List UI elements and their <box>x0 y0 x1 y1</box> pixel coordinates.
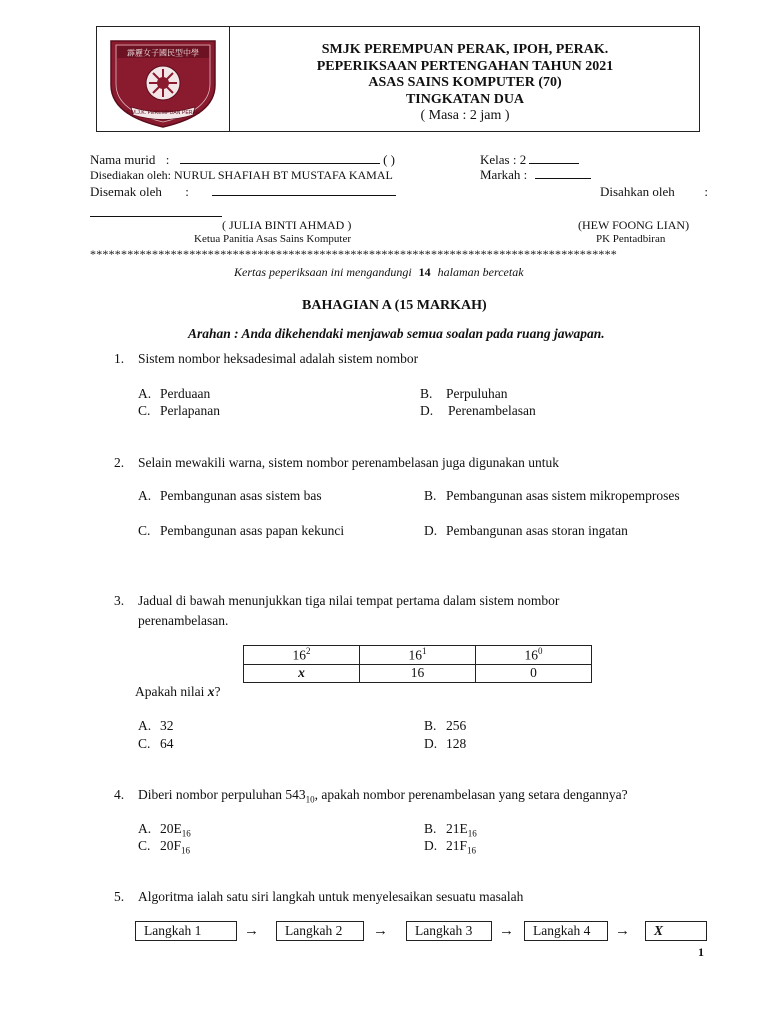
step-box-1: Langkah 1 <box>135 921 237 941</box>
table-cell: $16^1$ <box>360 646 476 665</box>
star-divider: ************************************************************************************* <box>90 247 617 261</box>
approver-role: PK Pentadbiran <box>596 233 666 245</box>
question-3-prompt: Apakah nilai x? <box>135 684 221 699</box>
checked-blank[interactable] <box>212 184 396 196</box>
arrow-right-icon: → <box>244 923 259 939</box>
marks-blank[interactable] <box>535 167 591 179</box>
school-name: SMJK PEREMPUAN PERAK, IPOH, PERAK. <box>321 42 609 57</box>
place-value-table <box>243 645 592 683</box>
logo-bottom-text: S.M.J.K. PEREMPUAN PERAK <box>126 110 200 116</box>
q2-option-c[interactable]: C. Pembangunan asas papan kekunci <box>138 523 345 538</box>
table-row <box>244 646 592 665</box>
school-crest-logo <box>97 27 229 131</box>
question-1-text: Sistem nombor heksadesimal adalah sistem nombor <box>138 351 419 366</box>
arrow-right-icon: → <box>373 923 388 939</box>
table-cell: 16 <box>360 664 476 682</box>
q2-option-d[interactable]: D. Pembangunan asas storan ingatan <box>424 523 628 538</box>
q3-option-a[interactable]: A. 32 <box>138 718 174 733</box>
step-box-3: Langkah 3 <box>406 921 492 941</box>
question-4: 4. Diberi nombor perpuluhan $543_{10}$, apakah nombor perenambelasan yang setara dengannya? <box>114 787 628 805</box>
pages-count: 14 <box>418 265 431 279</box>
q2-option-b[interactable]: B. Pembangunan asas sistem mikropemproses <box>424 488 680 503</box>
table-cell: 0 <box>476 664 592 682</box>
question-3-text-line2: perenambelasan. <box>138 613 229 628</box>
step-box-4: Langkah 4 <box>524 921 608 941</box>
q4-option-d[interactable]: D. $21F_{16}$ <box>424 838 477 856</box>
marks-label: Markah : <box>480 167 528 182</box>
duration: ( Masa : 2 jam ) <box>420 108 510 123</box>
header-box <box>96 26 700 132</box>
arrow-right-icon: → <box>499 923 514 939</box>
q3-option-c[interactable]: C. 64 <box>138 736 174 751</box>
class-line: Kelas : 2 <box>480 152 579 168</box>
question-3-text-line1: Jadual di bawah menunjukkan tiga nilai tempat pertama dalam sistem nombor <box>138 593 560 608</box>
q4-option-a[interactable]: A. $20E_{16}$ <box>138 821 191 839</box>
q1-option-a[interactable]: A. Perduaan <box>138 386 211 401</box>
level-title: TINGKATAN DUA <box>405 91 525 107</box>
q1-option-d[interactable]: D. Perenambelasan <box>420 403 536 418</box>
class-value: 2 <box>519 152 527 167</box>
instruction: Arahan : Anda dikehendaki menjawab semua soalan pada ruang jawapan. <box>188 326 605 341</box>
q1-option-c[interactable]: C. Perlapanan <box>138 403 220 418</box>
question-2: 2. Selain mewakili warna, sistem nombor perenambelasan juga digunakan untuk <box>114 455 560 470</box>
step-box-x: X <box>645 921 707 941</box>
approved-label: Disahkan oleh <box>600 184 675 199</box>
checker-role: Ketua Panitia Asas Sains Komputer <box>194 233 352 245</box>
name-paren: ( ) <box>383 152 396 167</box>
student-name-line: Nama murid : ( ) <box>90 152 396 167</box>
subject-title: ASAS SAINS KOMPUTER (70) <box>368 75 562 90</box>
q4-option-c[interactable]: C. $20F_{16}$ <box>138 838 191 856</box>
table-cell: $16^0$ <box>476 646 592 665</box>
name-label: Nama murid <box>90 152 156 167</box>
question-5-text: Algoritma ialah satu siri langkah untuk menyelesaikan sesuatu masalah <box>138 889 524 904</box>
approved-blank[interactable] <box>90 205 222 217</box>
prepared-label: Disediakan oleh: <box>90 168 171 182</box>
checked-label: Disemak oleh <box>90 184 162 199</box>
step-box-2: Langkah 2 <box>276 921 364 941</box>
page-number: 1 <box>698 945 704 959</box>
table-cell: $16^2$ <box>244 646 360 665</box>
logo-cell <box>97 27 230 131</box>
approver-name: (HEW FOONG LIAN) <box>578 218 690 232</box>
q1-option-b[interactable]: B. Perpuluhan <box>420 386 508 401</box>
checked-line: Disemak oleh : <box>90 184 396 200</box>
q3-option-b[interactable]: B. 256 <box>424 718 467 733</box>
question-2-text: Selain mewakili warna, sistem nombor perenambelasan juga digunakan untuk <box>138 455 560 470</box>
approved-line: Disahkan oleh : <box>600 184 708 199</box>
name-blank[interactable] <box>180 152 380 164</box>
question-5: 5. Algoritma ialah satu siri langkah untuk menyelesaikan sesuatu masalah <box>114 889 524 904</box>
section-title: BAHAGIAN A (15 MARKAH) <box>302 298 487 313</box>
q2-option-a[interactable]: A. Pembangunan asas sistem bas <box>138 488 322 503</box>
header-title-block <box>231 42 699 125</box>
arrow-right-icon: → <box>615 923 630 939</box>
checker-name: ( JULIA BINTI AHMAD ) <box>222 218 352 232</box>
class-label: Kelas <box>480 152 510 167</box>
logo-top-text: 霹靂女子國民型中學 <box>127 48 199 58</box>
prepared-line <box>90 168 393 183</box>
pages-note: Kertas peperiksaan ini mengandungi 14 halaman bercetak <box>234 265 524 279</box>
question-1: 1. Sistem nombor heksadesimal adalah sistem nombor <box>114 351 419 366</box>
approved-blank-line <box>90 204 222 222</box>
prepared-name: NURUL SHAFIAH BT MUSTAFA KAMAL <box>173 168 393 182</box>
table-row <box>244 664 592 682</box>
marks-line <box>480 167 591 183</box>
class-blank[interactable] <box>529 152 579 164</box>
question-3: 3. Jadual di bawah menunjukkan tiga nilai tempat pertama dalam sistem nombor <box>114 593 560 608</box>
q3-option-d[interactable]: D. 128 <box>424 736 467 751</box>
exam-title: PEPERIKSAAN PERTENGAHAN TAHUN 2021 <box>316 58 614 74</box>
q4-option-b[interactable]: B. $21E_{16}$ <box>424 821 477 839</box>
table-cell: x <box>244 664 360 682</box>
